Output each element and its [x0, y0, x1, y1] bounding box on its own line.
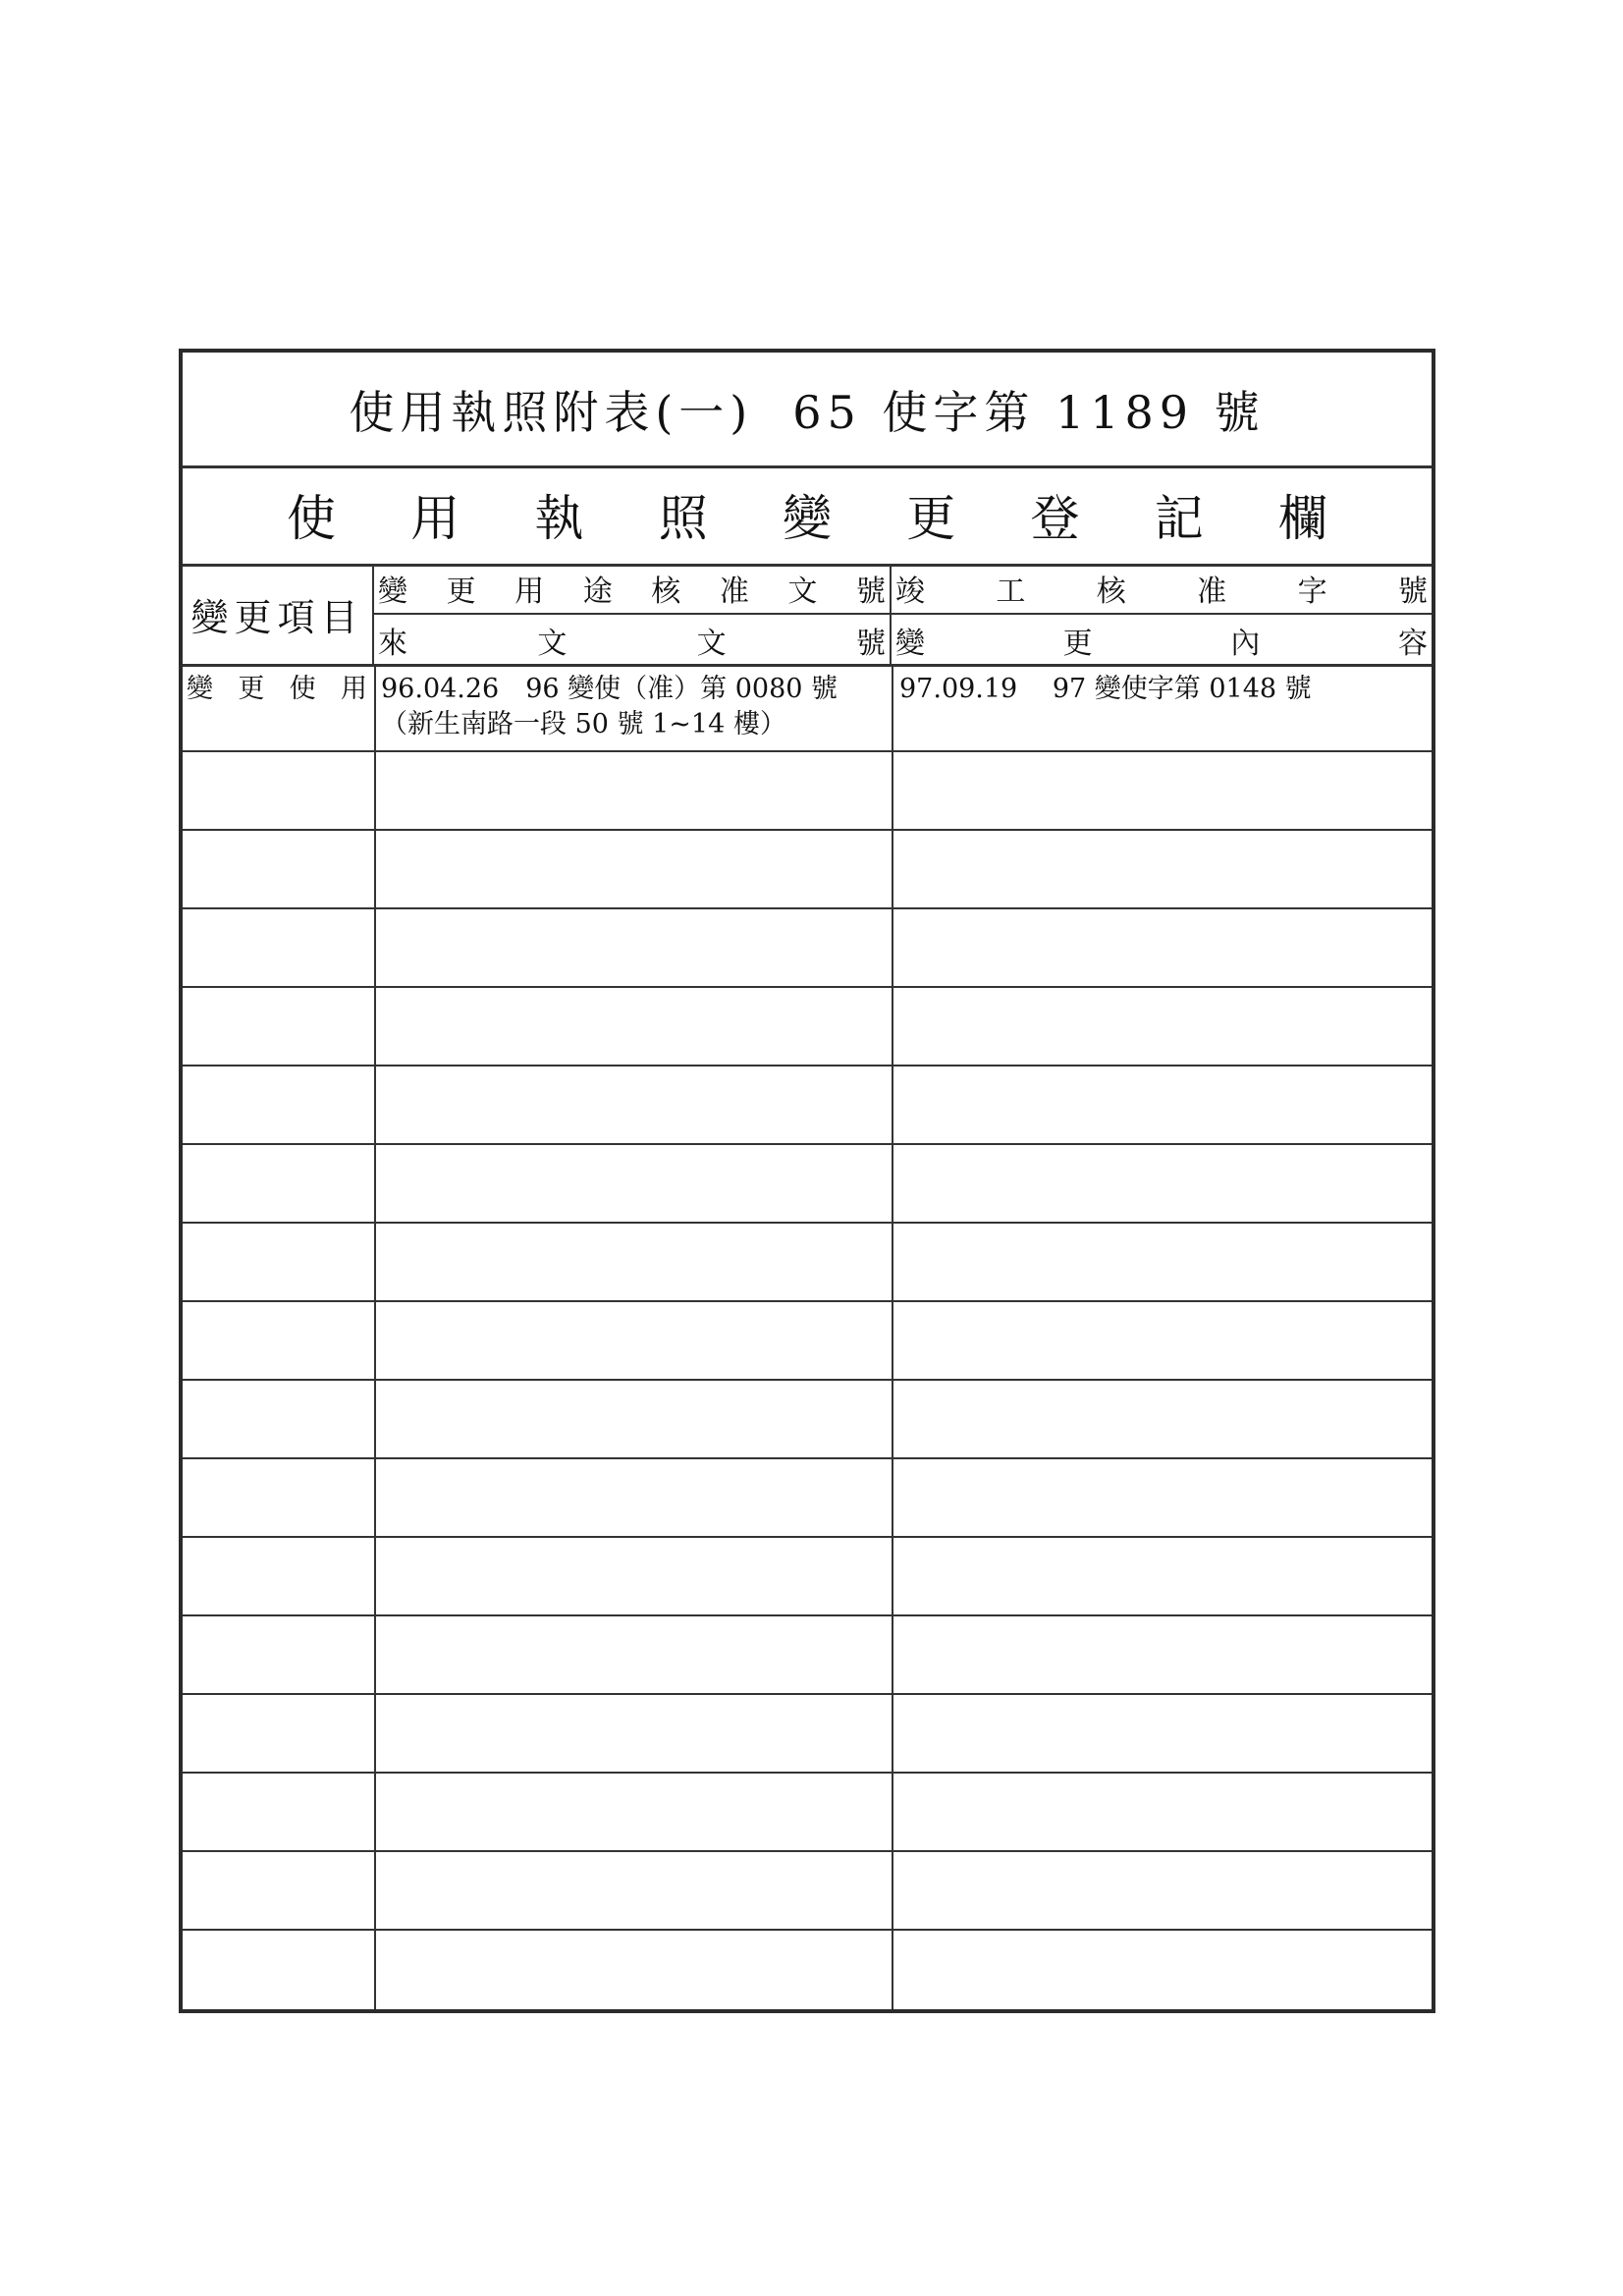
header-char: 工	[996, 574, 1026, 609]
header-char: 准	[1197, 574, 1227, 609]
row-1-completion-approval	[899, 672, 1312, 707]
change-registration-form	[179, 349, 1435, 2013]
subtitle-char: 照	[658, 490, 708, 547]
header-completion-approval-line1	[892, 564, 1432, 615]
row-divider	[183, 1300, 1432, 1302]
row-1-item	[187, 672, 371, 707]
approval-doc-line: 96.04.26 96 變使（准）第 0080 號	[381, 674, 839, 704]
item-char: 更	[238, 674, 265, 704]
row-divider	[183, 1143, 1432, 1145]
column-divider	[892, 667, 893, 2009]
row-divider	[183, 1457, 1432, 1459]
header-completion-approval	[892, 564, 1432, 667]
header-char: 號	[855, 627, 886, 661]
row-divider	[183, 829, 1432, 831]
header-completion-approval-line2	[892, 615, 1432, 666]
column-divider	[374, 667, 376, 2009]
row-divider	[183, 1065, 1432, 1066]
subtitle-char: 登	[1030, 490, 1080, 547]
header-approval-doc-line2	[374, 615, 890, 666]
row-divider	[183, 1379, 1432, 1381]
item-char: 變	[187, 674, 213, 704]
row-divider	[183, 750, 1432, 752]
title-main: 使用執照附表(一)	[349, 385, 754, 439]
subtitle-char: 使	[287, 490, 336, 547]
approval-doc-line: （新生南路一段 50 號 1~14 樓）	[381, 709, 786, 739]
header-char: 核	[651, 574, 681, 609]
row-divider	[183, 1929, 1432, 1931]
row-divider	[183, 1614, 1432, 1616]
row-divider	[183, 986, 1432, 988]
row-divider	[183, 1693, 1432, 1695]
header-change-item: 變更項目	[183, 564, 374, 667]
form-title	[183, 353, 1432, 468]
form-subtitle	[183, 465, 1432, 567]
header-char: 更	[1062, 627, 1093, 661]
header-char: 文	[787, 574, 818, 609]
completion-approval-line: 97.09.19 97 變使字第 0148 號	[899, 674, 1312, 704]
header-char: 竣	[895, 574, 925, 609]
header-char: 號	[1397, 574, 1428, 609]
header-char: 內	[1230, 627, 1261, 661]
item-char: 使	[289, 674, 316, 704]
header-char: 變	[378, 574, 407, 609]
row-1-approval-doc	[381, 672, 838, 742]
subtitle-char: 執	[534, 490, 584, 547]
header-char: 文	[696, 627, 727, 661]
header-char: 變	[895, 627, 925, 661]
row-divider	[183, 907, 1432, 909]
subtitle-char: 變	[783, 490, 832, 547]
header-approval-doc	[374, 564, 892, 667]
row-divider	[183, 1536, 1432, 1538]
item-char: 用	[340, 674, 367, 704]
subtitle-char: 欄	[1278, 490, 1327, 547]
header-char: 更	[446, 574, 476, 609]
row-divider	[183, 1850, 1432, 1852]
subtitle-char: 用	[410, 490, 460, 547]
subtitle-char: 記	[1154, 490, 1204, 547]
header-char: 號	[855, 574, 886, 609]
header-char: 用	[514, 574, 545, 609]
row-divider	[183, 1772, 1432, 1774]
subtitle-char: 更	[906, 490, 956, 547]
header-char: 途	[582, 574, 613, 609]
title-ref: 65 使字第 1189 號	[792, 385, 1266, 439]
row-divider	[183, 1222, 1432, 1224]
header-char: 容	[1397, 627, 1428, 661]
header-char: 字	[1297, 574, 1327, 609]
header-char: 核	[1096, 574, 1126, 609]
header-approval-doc-line1	[374, 564, 890, 615]
header-char: 來	[378, 627, 407, 661]
header-char: 文	[537, 627, 568, 661]
header-char: 准	[719, 574, 749, 609]
